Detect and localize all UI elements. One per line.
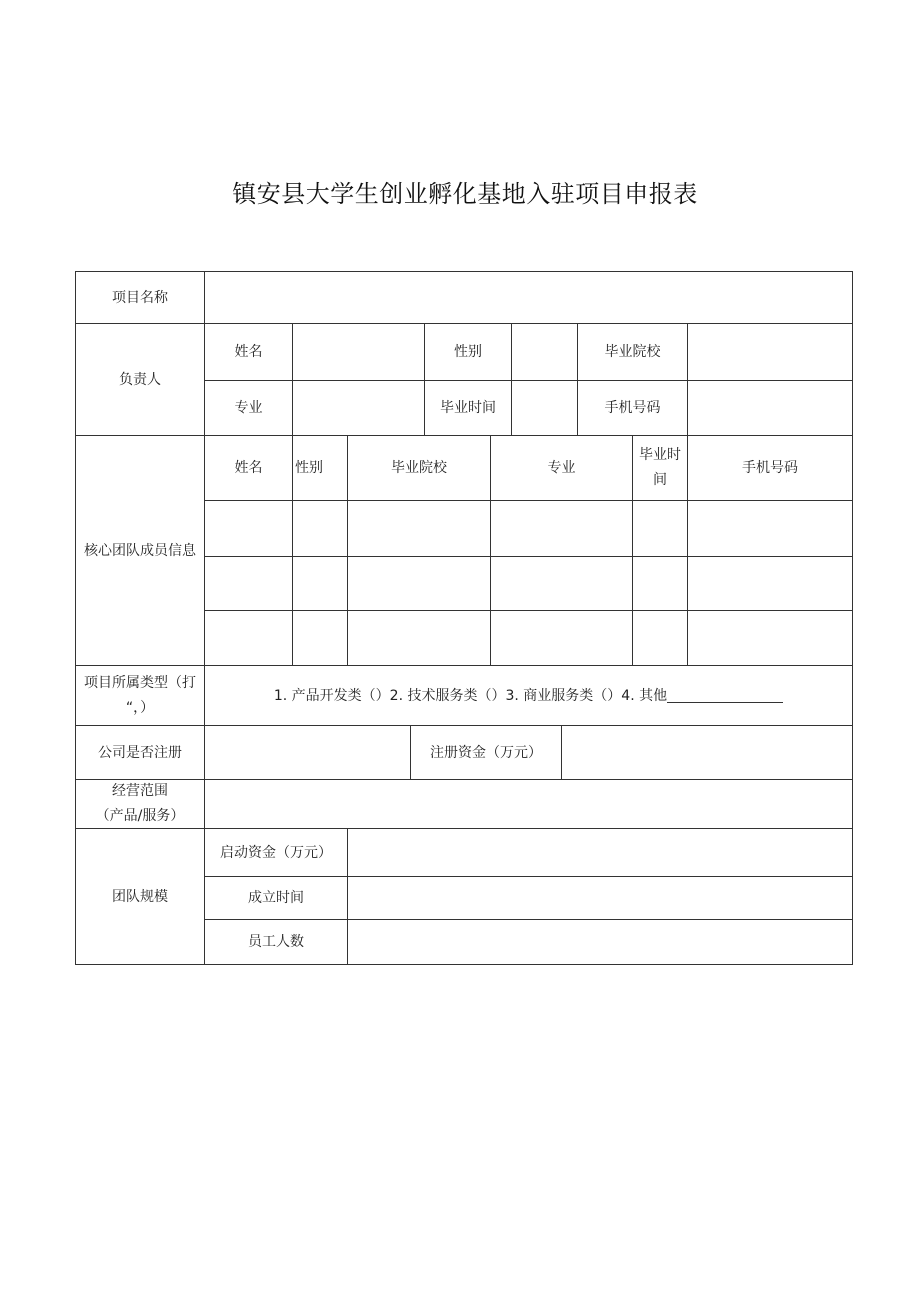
startup-funds-field[interactable] [348,829,852,876]
member-grad-time-header-line1: 毕业时 [639,447,681,463]
member-grad-time-header [633,436,687,500]
leader-grad-time-field[interactable] [512,381,577,435]
employee-count-field[interactable] [348,920,852,964]
team-member-row-1[interactable] [205,501,852,556]
leader-major-field[interactable] [293,381,424,435]
team-members-label: 核心团队成员信息 [84,542,196,559]
leader-grad-time-label: 毕业时间 [440,400,496,416]
project-type-options-text: 1. 产品开发类（）2. 技术服务类（）3. 商业服务类（）4. 其他 [273,687,668,704]
business-scope-label [76,780,204,828]
project-type-label-line2: “，） [125,699,155,716]
company-registered-field[interactable] [205,726,410,779]
member-grad-time-header-line2: 间 [653,472,667,488]
leader-gender-field[interactable] [512,324,577,380]
member-gender-header: 性别 [295,460,323,476]
startup-funds-label: 启动资金（万元） [220,844,332,861]
leader-name-field[interactable] [293,324,424,380]
established-time-label: 成立时间 [248,890,304,906]
member-phone-header: 手机号码 [742,460,798,476]
member-name-header: 姓名 [234,460,263,476]
project-type-label [76,666,204,725]
leader-school-label: 毕业院校 [604,344,661,360]
business-scope-label-line2: （产品/服务） [95,808,185,824]
team-member-row-2[interactable] [205,557,852,610]
business-scope-label-line1: 经营范围 [112,783,168,799]
leader-gender-label: 性别 [454,344,482,360]
other-blank-line[interactable] [667,688,783,703]
page-title: 镇安县大学生创业孵化基地入驻项目申报表 [232,180,698,208]
project-name-label: 项目名称 [112,289,168,306]
leader-name-label: 姓名 [234,344,263,360]
company-registered-label: 公司是否注册 [98,744,182,761]
leader-phone-label: 手机号码 [604,400,661,416]
leader-label: 负责人 [119,371,161,388]
registered-capital-label: 注册资金（万元） [430,744,542,761]
project-type-options[interactable] [205,666,852,725]
employee-count-label: 员工人数 [248,934,304,950]
leader-school-field[interactable] [688,324,852,380]
leader-phone-field[interactable] [688,381,852,435]
business-scope-field[interactable] [205,780,852,828]
team-scale-label: 团队规模 [112,888,168,905]
project-name-field[interactable] [205,272,852,323]
team-member-row-3[interactable] [205,611,852,665]
established-time-field[interactable] [348,877,852,919]
member-major-header: 专业 [547,460,576,476]
member-school-header: 毕业院校 [391,460,447,476]
project-type-label-line1: 项目所属类型（打 [84,674,196,691]
leader-major-label: 专业 [234,400,263,416]
registered-capital-field[interactable] [562,726,852,779]
